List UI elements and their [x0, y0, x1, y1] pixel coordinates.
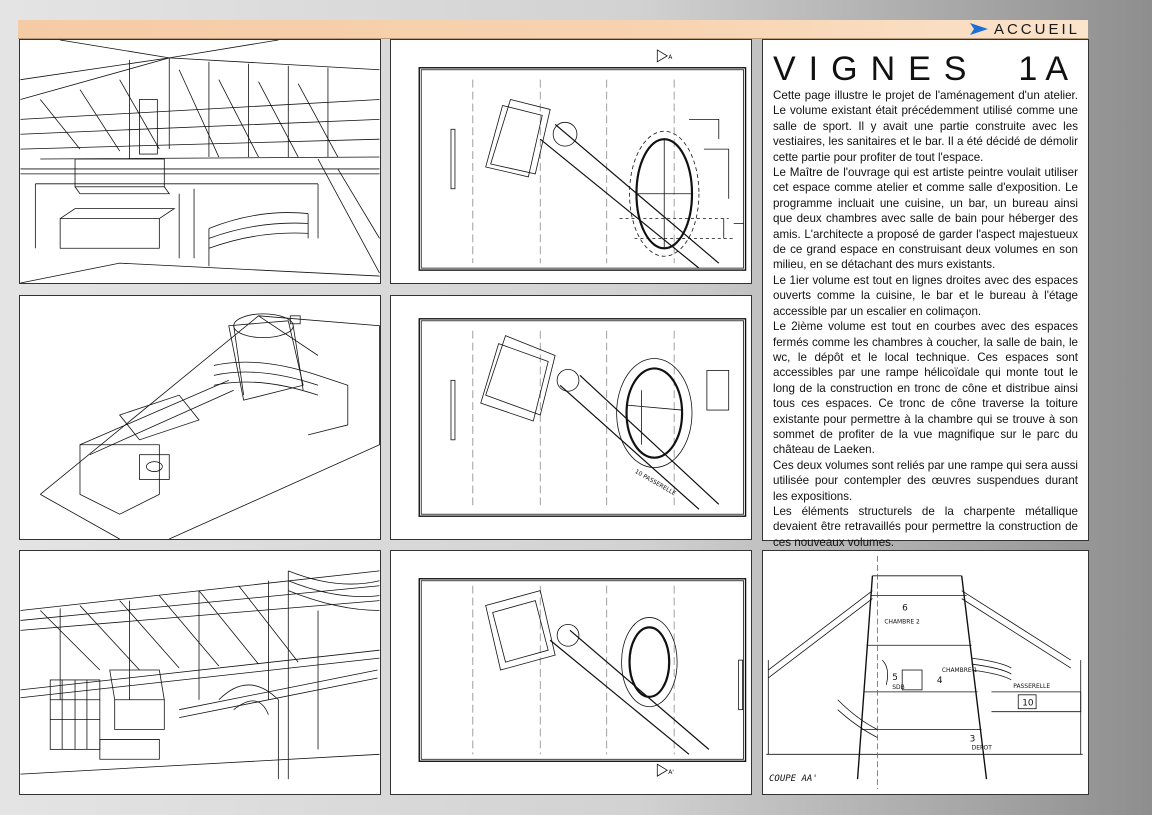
section-label-chambre2: CHAMBRE 2: [884, 618, 920, 626]
paragraph-4: Le 2ième volume est tout en courbes avec des espaces fermés comme les chambres à coucher, la salle de bain, le wc, le dépôt et le local technique. Ces espaces sont accessibles par une rampe hélicoïdale qui monte tout le long de la construction en tronc de cône et distribue ainsi tous ces espaces. Ce tronc de cône traverse la toiture existante pour permettre à la chambre qui se trouve à son sommet de profiter de la vue magnifique sur le parc du château de Laeken.: [773, 320, 1078, 457]
axonometric-view: [19, 295, 381, 540]
description-body: [773, 88, 1078, 550]
description-panel: [762, 39, 1089, 549]
accueil-link[interactable]: [970, 21, 1080, 37]
title-part-1: VIGNES: [773, 50, 980, 88]
paragraph-5: Ces deux volumes sont reliés par une rampe qui sera aussi utilisée pour contempler des œuvres suspendues durant les expositions.: [773, 458, 1078, 503]
floor-plan-2: [390, 295, 752, 540]
play-arrow-icon: [970, 23, 988, 35]
perspective-view-2: [19, 550, 381, 795]
paragraph-1: Cette page illustre le projet de l'aménagement d'un atelier. Le volume existant était précédemment utilisé comme une salle de sport. Il y avait une partie construite avec les vestiaires, les sanitaires et le bar. Il a été décidé de démolir cette partie pour profiter de tout l'espace.: [773, 89, 1078, 164]
section-label-sdb: SDB: [892, 683, 905, 691]
header-band: [18, 20, 1088, 39]
section-label-depot: DEPOT: [971, 744, 992, 752]
passerelle-label: 10 PASSERELLE: [633, 468, 678, 498]
first-floor-plan-drawing: [391, 296, 751, 539]
title-part-2: 1A: [1018, 50, 1076, 88]
paragraph-3: Le 1ier volume est tout en lignes droites avec des espaces ouverts comme la cuisine, le bar et le bureau à l'étage accessible par un escalier en colimaçon.: [773, 273, 1078, 318]
section-caption: COUPE AA': [769, 774, 818, 784]
section-label-passerelle: PASSERELLE: [1013, 682, 1051, 690]
perspective-view-1: [19, 39, 381, 284]
section-label-chambre1: CHAMBRE 1: [941, 667, 978, 675]
interior-perspective-drawing: [20, 551, 380, 794]
roof-truss-perspective-drawing: [20, 40, 380, 283]
section-view: [762, 550, 1089, 795]
page-title: [773, 50, 1078, 88]
paragraph-6: Les éléments structurels de la charpente métallique devaient être retravaillés pour permettre la construction de ces nouveaux volumes.: [773, 504, 1078, 549]
section-drawing: [763, 551, 1088, 794]
floor-plan-3: [390, 550, 752, 795]
section-label-4: 4: [936, 675, 943, 686]
floor-plan-1: [390, 39, 752, 284]
second-floor-plan-drawing: [391, 551, 751, 794]
section-label-10: 10: [1022, 698, 1034, 709]
section-label-3: 3: [969, 734, 976, 745]
ground-floor-plan-drawing: [391, 40, 751, 283]
section-label-5: 5: [892, 672, 898, 683]
paragraph-2: Le Maître de l'ouvrage qui est artiste peintre voulait utiliser cet espace comme atelier et comme salle d'exposition. Le programme incluait une cuisine, un bar, un bureau ainsi que deux chambres avec salle de bain pour héberger des amis. L'architecte a proposé de garder l'aspect majestueux de ce grand espace en construisant deux volumes en son milieu, en se détachant des murs existants.: [773, 166, 1078, 272]
accueil-label: ACCUEIL: [993, 20, 1080, 38]
axonometric-drawing: [20, 296, 380, 539]
section-marker-a-prime: A': [668, 769, 674, 777]
section-label-6: 6: [902, 603, 908, 614]
section-marker-a: A: [668, 53, 673, 61]
